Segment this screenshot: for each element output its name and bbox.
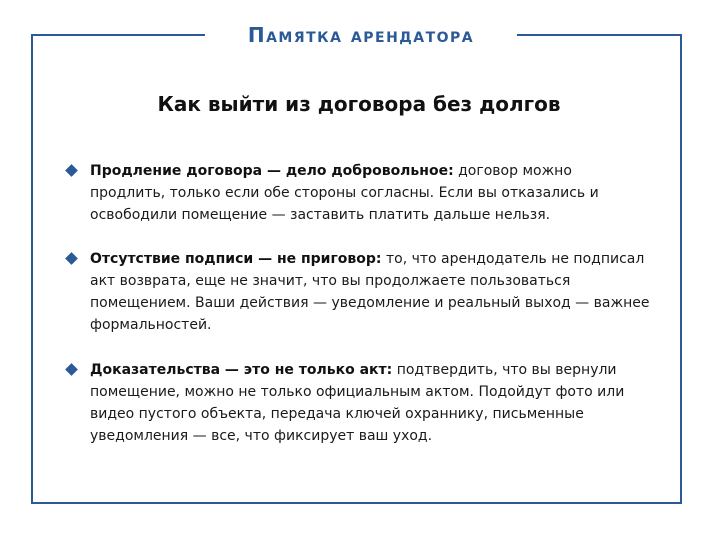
list-item-body: подтвердить, что вы вернули помещение, можно не только официальным актом. Подойдут фото или видео пустого объекта, передача ключей охраннику, письменные уведомления — все, что фиксирует ваш уход.: [90, 362, 625, 444]
memo-header-label: Памятка арендатора: [247, 23, 475, 47]
list-item-heading: Отсутствие подписи — не приговор:: [90, 251, 382, 267]
list-item-heading: Продление договора — дело добровольное:: [90, 163, 454, 179]
list-item-heading: Доказательства — это не только акт:: [90, 362, 393, 378]
page-title: Как выйти из договора без долгов: [157, 92, 561, 116]
list-item-text: [90, 248, 650, 336]
list-item-text: [90, 160, 650, 226]
list-item-body: то, что арендодатель не подписал акт возврата, еще не значит, что вы продолжаете пользоваться помещением. Ваши действия — уведомление и реальный выход — важнее формальностей.: [90, 251, 650, 333]
memo-header: [205, 18, 517, 52]
list-item-text: [90, 359, 650, 447]
list-item-body: договор можно продлить, только если обе стороны согласны. Если вы отказались и освободили помещение — заставить платить дальше нельзя.: [90, 163, 599, 223]
